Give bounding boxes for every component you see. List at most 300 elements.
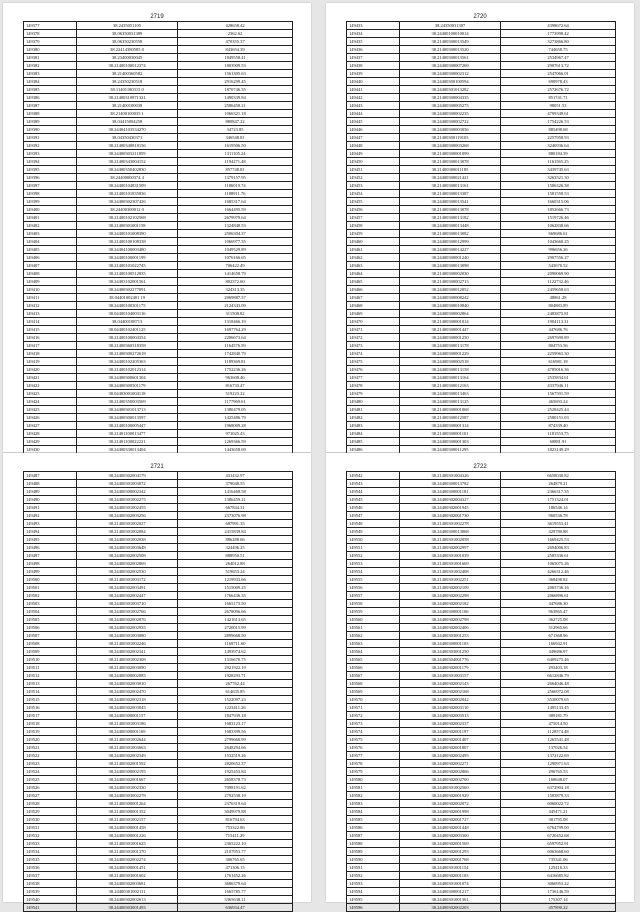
- code-cell: 38.21400301001669: [400, 560, 501, 568]
- table-row: [24, 656, 293, 664]
- amount-cell: 1665173.50: [178, 600, 293, 608]
- amount-cell: 6060022.72: [501, 800, 616, 808]
- code-cell: 38.24400302003300: [400, 832, 501, 840]
- table-row: [24, 600, 293, 608]
- amount-cell: 2566972.08: [501, 688, 616, 696]
- code-cell: 38.24400302002530: [77, 568, 178, 576]
- amount-cell: 888950.51: [178, 552, 293, 560]
- code-cell: 38.24400300001458: [77, 824, 178, 832]
- amount-cell: 168648.07: [501, 776, 616, 784]
- row-id-cell: 149400: [24, 206, 77, 214]
- table-row: [347, 680, 616, 688]
- amount-cell: 1664495.59: [178, 206, 293, 214]
- amount-cell: 1752236.26: [178, 366, 293, 374]
- row-id-cell: 149565: [347, 656, 400, 664]
- code-cell: 38.21400301001370: [77, 848, 178, 856]
- code-cell: 38.21400301002278: [400, 520, 501, 528]
- page-number: 2720: [473, 14, 487, 20]
- table-row: [24, 158, 293, 166]
- row-id-cell: 149406: [24, 254, 77, 262]
- amount-cell: 1181553.75: [501, 430, 616, 438]
- code-cell: 38.21400350003569: [77, 398, 178, 406]
- table-row: [347, 398, 616, 406]
- amount-cell: 816733.47: [178, 382, 293, 390]
- code-cell: 38.21400301003663: [77, 744, 178, 752]
- amount-cell: 6372904.18: [501, 784, 616, 792]
- table-row: [347, 166, 616, 174]
- amount-cell: 1311105.24: [178, 150, 293, 158]
- amount-cell: 1581558.53: [501, 190, 616, 198]
- code-cell: 38.24400301002455: [77, 504, 178, 512]
- amount-cell: 3049979.88: [178, 808, 293, 816]
- row-id-cell: 149412: [24, 302, 77, 310]
- amount-cell: 671368.96: [501, 632, 616, 640]
- table-row: [24, 390, 293, 398]
- amount-cell: 963608.46: [178, 374, 293, 382]
- table-row: [24, 840, 293, 848]
- table-row: [347, 262, 616, 270]
- code-cell: 38.24400302002447: [77, 592, 178, 600]
- table-row: [347, 520, 616, 528]
- code-cell: 38.24400302003045: [77, 704, 178, 712]
- amount-cell: 1803909.53: [178, 62, 293, 70]
- code-cell: 38.24400301001074: [400, 880, 501, 888]
- amount-cell: 4785016.36: [501, 366, 616, 374]
- row-id-cell: 149521: [24, 744, 77, 752]
- code-cell: 38.24400300100594: [400, 78, 501, 86]
- amount-cell: 1567591.59: [501, 390, 616, 398]
- row-id-cell: 149526: [24, 784, 77, 792]
- amount-cell: 1761452.26: [178, 872, 293, 880]
- table-row: [24, 504, 293, 512]
- code-cell: 38.21400100108338: [77, 238, 178, 246]
- row-id-cell: 149477: [347, 374, 400, 382]
- row-id-cell: 149386: [24, 94, 77, 102]
- row-id-cell: 149497: [24, 552, 77, 560]
- table-row: [347, 102, 616, 110]
- table-row: [24, 302, 293, 310]
- amount-cell: 6720452.68: [501, 832, 616, 840]
- code-cell: 38.21400300013082: [400, 230, 501, 238]
- amount-cell: 1386459.21: [178, 496, 293, 504]
- code-cell: 38.04401002401 19: [77, 294, 178, 302]
- code-cell: 38.24400303211859: [77, 150, 178, 158]
- table-row: [24, 896, 293, 904]
- code-cell: 38.24400301002560: [400, 784, 501, 792]
- code-cell: 38.21400301002644: [77, 736, 178, 744]
- amount-cell: 389181.79: [501, 712, 616, 720]
- table-row: [24, 422, 293, 430]
- code-cell: 38.21400301002246: [77, 640, 178, 648]
- row-id-cell: 149395: [24, 166, 77, 174]
- amount-cell: 3246936.64: [501, 142, 616, 150]
- row-id-cell: 149590: [347, 856, 400, 864]
- code-cell: 38.21400300002713: [400, 278, 501, 286]
- table-row: [347, 30, 616, 38]
- code-cell: 38.21400303001602: [77, 872, 178, 880]
- amount-cell: 1532519.26: [178, 752, 293, 760]
- amount-cell: 3263521.30: [501, 174, 616, 182]
- table-row: [24, 744, 293, 752]
- code-cell: 38.21400302001592: [77, 760, 178, 768]
- code-cell: 38.24400300001181: [400, 488, 501, 496]
- row-id-cell: 149582: [347, 792, 400, 800]
- row-id-cell: 149419: [24, 358, 77, 366]
- code-cell: 38.24400300001314: [400, 422, 501, 430]
- row-id-cell: 149411: [24, 294, 77, 302]
- amount-cell: 4266312.46: [501, 568, 616, 576]
- amount-cell: 616981.18: [501, 358, 616, 366]
- amount-cell: 470355.37: [178, 38, 293, 46]
- row-id-cell: 149559: [347, 608, 400, 616]
- table-row: [347, 584, 616, 592]
- table-row: [24, 46, 293, 54]
- code-cell: 38.24400302001179: [400, 664, 501, 672]
- table-row: [347, 382, 616, 390]
- row-id-cell: 149404: [24, 238, 77, 246]
- code-cell: 38.21400300001068: [400, 406, 501, 414]
- code-cell: 38.24400300014227: [400, 246, 501, 254]
- table-row: [347, 512, 616, 520]
- amount-cell: 1066321.18: [178, 110, 293, 118]
- code-cell: 38.24400302003681: [77, 880, 178, 888]
- table-row: [347, 334, 616, 342]
- amount-cell: 2373076.98: [178, 512, 293, 520]
- code-cell: 38.24400302002341: [77, 648, 178, 656]
- table-row: [347, 632, 616, 640]
- code-cell: 38.21400300001352: [77, 808, 178, 816]
- row-id-cell: 149529: [24, 808, 77, 816]
- code-cell: 38.21400100038: [77, 102, 178, 110]
- amount-cell: 6764799.00: [501, 824, 616, 832]
- row-id-cell: 149561: [347, 624, 400, 632]
- row-id-cell: 149498: [24, 560, 77, 568]
- row-id-cell: 149525: [24, 776, 77, 784]
- amount-cell: 1269366.59: [178, 438, 293, 446]
- table-row: [347, 254, 616, 262]
- row-id-cell: 149458: [347, 222, 400, 230]
- code-cell: 38.24404103534270: [77, 126, 178, 134]
- amount-cell: 447686.30: [501, 600, 616, 608]
- table-row: [24, 70, 293, 78]
- row-id-cell: 149586: [347, 824, 400, 832]
- table-row: [347, 150, 616, 158]
- amount-cell: 971025.43: [178, 430, 293, 438]
- code-cell: 38.21400360582: [77, 70, 178, 78]
- table-row: [24, 776, 293, 784]
- code-cell: 38.24400301013282: [400, 86, 501, 94]
- amount-cell: 960536.78: [501, 512, 616, 520]
- table-row: [347, 302, 616, 310]
- amount-cell: 2792538.19: [178, 792, 293, 800]
- amount-cell: 471306.15: [178, 864, 293, 872]
- amount-cell: 6416685.82: [501, 872, 616, 880]
- row-id-cell: 149480: [347, 398, 400, 406]
- table-row: [347, 350, 616, 358]
- code-cell: 38.21400300013161: [400, 182, 501, 190]
- amount-cell: 6063668.60: [501, 848, 616, 856]
- table-row: [347, 278, 616, 286]
- row-id-cell: 149442: [347, 94, 400, 102]
- code-cell: 38.2435051105: [77, 22, 178, 30]
- code-cell: 38.24400301003080: [77, 632, 178, 640]
- code-cell: 38.24400300001157: [77, 712, 178, 720]
- code-cell: 38.24400301003648: [77, 544, 178, 552]
- table-row: [24, 536, 293, 544]
- table-row: [347, 230, 616, 238]
- row-id-cell: 149377: [24, 22, 77, 30]
- row-id-cell: 149548: [347, 520, 400, 528]
- table-row: [24, 544, 293, 552]
- row-id-cell: 149552: [347, 552, 400, 560]
- amount-cell: 1736146.59: [501, 888, 616, 896]
- code-cell: 38.24403102001561: [77, 278, 178, 286]
- row-id-cell: 149476: [347, 366, 400, 374]
- table-row: [24, 712, 293, 720]
- amount-cell: 381795.08: [501, 816, 616, 824]
- table-row: [24, 608, 293, 616]
- table-row: [24, 374, 293, 382]
- code-cell: 38.21400300013182: [400, 214, 501, 222]
- amount-cell: 1164576.59: [178, 342, 293, 350]
- table-row: [347, 880, 616, 888]
- amount-cell: 1561305.63: [178, 70, 293, 78]
- amount-cell: 2969887.57: [178, 294, 293, 302]
- code-cell: 38.24400302307426: [77, 198, 178, 206]
- amount-cell: 2459658.63: [501, 286, 616, 294]
- code-cell: 38.11401180315 0: [77, 86, 178, 94]
- table-row: [347, 422, 616, 430]
- table-row: [347, 286, 616, 294]
- code-cell: 38.21400100035 1: [77, 110, 178, 118]
- amount-cell: 874339.40: [501, 422, 616, 430]
- amount-cell: 1324848.53: [178, 222, 293, 230]
- row-id-cell: 149553: [347, 560, 400, 568]
- table-row: [24, 358, 293, 366]
- row-id-cell: 149384: [24, 78, 77, 86]
- code-cell: 38.24400302001407: [400, 736, 501, 744]
- amount-cell: 2720015.99: [178, 624, 293, 632]
- document-page-2: [326, 3, 634, 452]
- amount-cell: 1870746.35: [178, 86, 293, 94]
- code-cell: 38.21400300012163: [400, 382, 501, 390]
- row-id-cell: 149540: [24, 896, 77, 904]
- table-row: [24, 110, 293, 118]
- row-id-cell: 149415: [24, 326, 77, 334]
- code-cell: 38.24400302001448: [400, 824, 501, 832]
- code-cell: 38.24400302002866: [400, 768, 501, 776]
- code-cell: 38.24400300005275: [400, 102, 501, 110]
- row-id-cell: 149524: [24, 768, 77, 776]
- amount-cell: 1928293.71: [178, 672, 293, 680]
- row-id-cell: 149454: [347, 190, 400, 198]
- table-row: [24, 632, 293, 640]
- table-row: [24, 54, 293, 62]
- table-row: [347, 318, 616, 326]
- table-row: [24, 880, 293, 888]
- code-cell: 38.21400300012587: [400, 414, 501, 422]
- row-id-cell: 149460: [347, 238, 400, 246]
- amount-cell: 3439745.63: [501, 166, 616, 174]
- amount-cell: 445471.21: [501, 808, 616, 816]
- code-cell: 38.24400300001250: [400, 334, 501, 342]
- table-row: [347, 736, 616, 744]
- row-id-cell: 149401: [24, 214, 77, 222]
- table-row: [347, 342, 616, 350]
- table-row: [24, 816, 293, 824]
- code-cell: 38.24400100001199: [77, 254, 178, 262]
- row-id-cell: 149378: [24, 30, 77, 38]
- table-row: [24, 294, 293, 302]
- amount-cell: 851741.71: [501, 94, 616, 102]
- code-cell: 38.24400302003010: [77, 680, 178, 688]
- table-row: [347, 792, 616, 800]
- row-id-cell: 149489: [24, 488, 77, 496]
- amount-cell: 1425486.79: [178, 414, 293, 422]
- amount-cell: 3686379.64: [178, 880, 293, 888]
- amount-cell: 449686.97: [501, 648, 616, 656]
- code-cell: 38.24400302001998: [400, 808, 501, 816]
- row-id-cell: 149439: [347, 70, 400, 78]
- amount-cell: 816794.63: [178, 816, 293, 824]
- amount-cell: 293403.18: [501, 664, 616, 672]
- code-cell: 38.24400100010014: [400, 30, 501, 38]
- row-id-cell: 149448: [347, 142, 400, 150]
- code-cell: 38.21400302003090: [77, 664, 178, 672]
- row-id-cell: 149478: [347, 382, 400, 390]
- amount-cell: 1506326.38: [501, 182, 616, 190]
- row-id-cell: 149541: [24, 904, 77, 912]
- table-row: [24, 720, 293, 728]
- table-row: [24, 488, 293, 496]
- row-id-cell: 149422: [24, 382, 77, 390]
- code-cell: 38.24400303001253: [400, 632, 501, 640]
- code-cell: 38.24400302004179: [77, 472, 178, 480]
- amount-cell: 802372.60: [178, 278, 293, 286]
- code-cell: 38.24400300003268: [400, 142, 501, 150]
- amount-cell: 1380479.05: [178, 406, 293, 414]
- amount-cell: 98051.53: [501, 102, 616, 110]
- code-cell: 38.24400302002700: [400, 776, 501, 784]
- amount-cell: 1683123.17: [178, 720, 293, 728]
- table-row: [347, 760, 616, 768]
- code-cell: 38.24400300013782: [400, 480, 501, 488]
- row-id-cell: 149500: [24, 576, 77, 584]
- row-id-cell: 149436: [347, 46, 400, 54]
- table-row: [24, 310, 293, 318]
- amount-cell: 2107953.77: [178, 848, 293, 856]
- row-id-cell: 149578: [347, 760, 400, 768]
- table-row: [347, 480, 616, 488]
- row-id-cell: 149583: [347, 800, 400, 808]
- row-id-cell: 149511: [24, 664, 77, 672]
- table-row: [347, 270, 616, 278]
- data-table: [346, 471, 616, 912]
- amount-cell: 60881.91: [501, 438, 616, 446]
- table-row: [347, 374, 616, 382]
- code-cell: 38.24400102205363: [77, 358, 178, 366]
- table-row: [24, 270, 293, 278]
- row-id-cell: 149393: [24, 150, 77, 158]
- row-id-cell: 149464: [347, 270, 400, 278]
- amount-cell: 1049529.89: [178, 246, 293, 254]
- amount-cell: 2916299.45: [178, 78, 293, 86]
- row-id-cell: 149492: [24, 512, 77, 520]
- code-cell: 38.21400302002109: [400, 584, 501, 592]
- table-row: [24, 752, 293, 760]
- amount-cell: 1414658.79: [178, 270, 293, 278]
- table-row: [347, 568, 616, 576]
- table-row: [347, 142, 616, 150]
- amount-cell: 1751324.01: [501, 496, 616, 504]
- code-cell: 38.21400300013078: [400, 206, 501, 214]
- code-cell: 38.24400301003710: [77, 600, 178, 608]
- amount-cell: 1904113.31: [501, 318, 616, 326]
- data-table: [23, 21, 293, 470]
- row-id-cell: 149379: [24, 38, 77, 46]
- row-id-cell: 149425: [24, 406, 77, 414]
- amount-cell: 296765.53: [501, 768, 616, 776]
- table-row: [24, 214, 293, 222]
- code-cell: 38.21400301002058: [400, 536, 501, 544]
- row-id-cell: 149570: [347, 696, 400, 704]
- table-row: [347, 414, 616, 422]
- table-row: [24, 856, 293, 864]
- table-row: [24, 118, 293, 126]
- code-cell: 38.24400300013164: [400, 374, 501, 382]
- table-row: [24, 808, 293, 816]
- row-id-cell: 149424: [24, 398, 77, 406]
- code-cell: 38.24400302001727: [400, 816, 501, 824]
- amount-cell: 1219933.66: [178, 576, 293, 584]
- code-cell: 38.24400301002766: [77, 608, 178, 616]
- code-cell: 38.24400302002337: [400, 720, 501, 728]
- row-id-cell: 149567: [347, 672, 400, 680]
- table-row: [347, 70, 616, 78]
- code-cell: 38.24400300001106: [400, 608, 501, 616]
- code-cell: 38.24400300013448: [400, 222, 501, 230]
- table-row: [347, 712, 616, 720]
- code-cell: 38.24400302001768: [400, 856, 501, 864]
- code-cell: 38.24400302002495: [400, 752, 501, 760]
- amount-cell: 1188911.76: [178, 190, 293, 198]
- amount-cell: 431432.97: [178, 472, 293, 480]
- table-row: [24, 648, 293, 656]
- table-row: [24, 864, 293, 872]
- amount-cell: 1290971.63: [501, 760, 616, 768]
- table-row: [24, 472, 293, 480]
- amount-cell: 2658378.73: [178, 776, 293, 784]
- code-cell: 38.24400300501179: [77, 382, 178, 390]
- code-cell: 38.21400301004326: [400, 472, 501, 480]
- code-cell: 38.24400300001451: [77, 864, 178, 872]
- row-id-cell: 149531: [24, 824, 77, 832]
- code-cell: 38.24400300002722: [400, 118, 501, 126]
- amount-cell: 457890.22: [501, 904, 616, 912]
- row-id-cell: 149398: [24, 190, 77, 198]
- code-cell: 38.04400102401125: [77, 326, 178, 334]
- code-cell: 38.24400301001154: [400, 864, 501, 872]
- code-cell: 38.06350230558: [77, 38, 178, 46]
- row-id-cell: 149595: [347, 896, 400, 904]
- code-cell: 38.24400302002168: [400, 688, 501, 696]
- code-cell: 38.24400301003157: [400, 672, 501, 680]
- amount-cell: 166942.91: [501, 640, 616, 648]
- table-row: [347, 504, 616, 512]
- code-cell: 38.21400302002997: [400, 544, 501, 552]
- table-row: [24, 832, 293, 840]
- row-id-cell: 149592: [347, 872, 400, 880]
